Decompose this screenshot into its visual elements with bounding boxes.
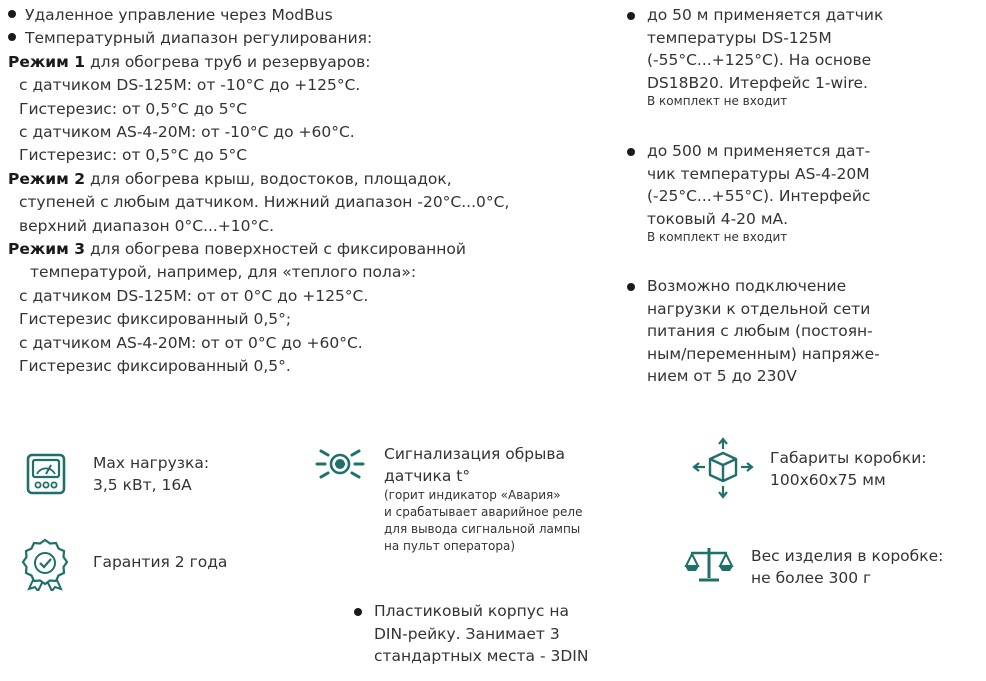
text-line: DIN-рейку. Занимает 3 (374, 624, 560, 643)
mode2-title: Режим 2 (8, 169, 86, 188)
bullet-dot (627, 283, 635, 291)
text-line: чик температуры AS-4-20M (647, 164, 870, 183)
text-line: Возможно подключение (647, 277, 847, 295)
text-line: нагрузки к отдельной сети (647, 299, 871, 318)
mode1-line: Гистерезис: от 0,5°С до 5°С (19, 99, 248, 118)
text-line: токовый 4-20 мА. (647, 209, 789, 228)
feature-title: Max нагрузка: (93, 454, 210, 472)
mode-description-block (8, 4, 509, 379)
mode2-desc: для обогрева крыш, водостоков, площадок, (85, 169, 452, 188)
text-line: Пластиковый корпус на (374, 602, 569, 620)
bullet-dot (627, 148, 635, 156)
modbus-bullet: Удаленное управление через ModBus (8, 4, 509, 27)
plastic-case-bullet (374, 600, 588, 668)
mode1-desc: для обогрева труб и резервуаров: (85, 52, 371, 71)
sensor-ds-bullet (647, 4, 883, 108)
not-included-note: В комплект не входит (647, 230, 788, 244)
warranty-feature: Гарантия 2 года (93, 553, 228, 571)
mode1-line: с датчиком DS-125M: от -10°С до +125°С. (19, 76, 361, 95)
feature-value: не более 300 г (751, 569, 872, 587)
mode1-line: с датчиком AS-4-20M: от -10°С до +60°С. (19, 123, 355, 142)
text-line: до 500 м применяется дат- (647, 142, 871, 160)
scales-icon (683, 544, 735, 584)
box-dimensions-feature (770, 447, 927, 491)
feature-title: датчика t° (384, 467, 471, 485)
text-line: (-55°С...+125°С). На основе (647, 51, 872, 69)
sensor-as-bullet (647, 140, 870, 244)
text-line: до 50 м применяется датчик (647, 6, 884, 24)
text-line: стандартных места - 3DIN (374, 647, 589, 665)
text-line: нием от 5 до 230V (647, 367, 797, 385)
feature-title: Габариты коробки: (770, 449, 927, 467)
mode1-line: Гистерезис: от 0,5°С до 5°С (19, 146, 248, 165)
bullet-dot (627, 12, 635, 20)
mode2-line: верхний диапазон 0°С...+10°С. (19, 216, 275, 235)
weight-feature (751, 545, 943, 589)
alarm-feature (384, 443, 582, 555)
mode2-heading (8, 168, 509, 191)
mode2-line: ступеней с любым датчиком. Нижний диапазон -20°С...0°С, (19, 193, 510, 212)
feature-note: на пульт оператора) (384, 539, 516, 553)
text-line: температуры DS-125M (647, 28, 832, 47)
mode3-heading (8, 238, 509, 261)
alarm-light-icon (313, 443, 367, 485)
mode1-heading (8, 51, 509, 74)
separate-power-bullet (647, 275, 880, 388)
not-included-note: В комплект не входит (647, 94, 788, 108)
temp-range-bullet: Температурный диапазон регулирования: (8, 27, 509, 50)
mode3-line: Гистерезис фиксированный 0,5°. (19, 357, 291, 376)
text-line: питания с любым (постоян- (647, 322, 873, 340)
gauge-meter-icon (22, 451, 70, 497)
max-load-feature (93, 452, 209, 496)
feature-note: и срабатывает аварийное реле (384, 505, 583, 519)
mode3-line: Гистерезис фиксированный 0,5°; (19, 310, 292, 329)
box-dimensions-icon (692, 437, 754, 499)
mode1-title: Режим 1 (8, 52, 86, 71)
text-line: DS18B20. Итерфейс 1-wire. (647, 73, 868, 92)
mode3-line: с датчиком DS-125M: от от 0°С до +125°С. (19, 286, 369, 305)
feature-note: для вывода сигнальной лампы (384, 522, 581, 536)
feature-title: Сигнализация обрыва (384, 445, 566, 463)
mode3-desc: для обогрева поверхностей с фиксированной (85, 240, 466, 259)
feature-value: 100х60х75 мм (770, 471, 886, 489)
text-line: (-25°С...+55°С). Интерфейс (647, 187, 871, 205)
mode3-title: Режим 3 (8, 240, 86, 259)
mode3-line: температурой, например, для «теплого пола»: (30, 263, 417, 282)
text-line: ным/переменным) напряже- (647, 344, 880, 363)
feature-title: Вес изделия в коробке: (751, 547, 944, 565)
feature-value: 3,5 кВт, 16А (93, 476, 192, 494)
award-badge-icon (20, 537, 70, 591)
feature-note: (горит индикатор «Авария» (384, 488, 561, 502)
mode3-line: с датчиком AS-4-20M: от от 0°С до +60°С. (19, 333, 363, 352)
bullet-dot (354, 608, 362, 616)
